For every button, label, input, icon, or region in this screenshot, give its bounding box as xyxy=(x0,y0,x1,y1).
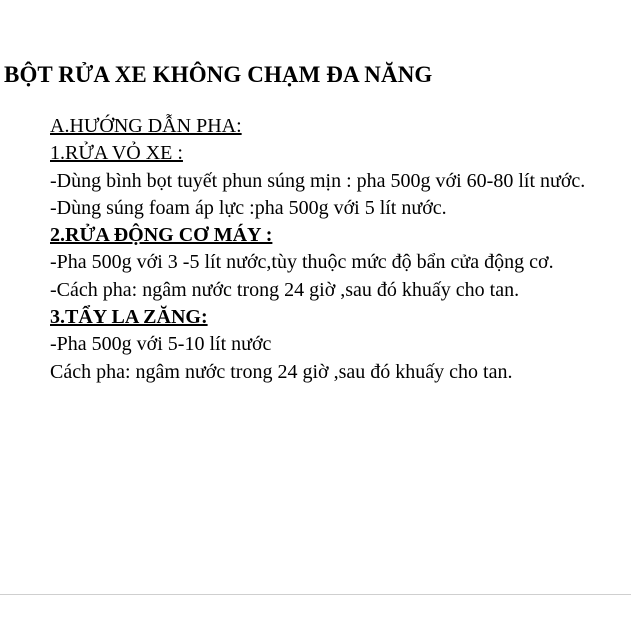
section-2-heading: 2.RỬA ĐỘNG CƠ MÁY : xyxy=(50,224,273,247)
section-3-heading: 3.TẨY LA ZĂNG: xyxy=(50,306,208,329)
section-2-line-1: -Pha 500g với 3 -5 lít nước,tùy thuộc mức độ bẩn cửa động cơ. xyxy=(50,251,554,274)
page-divider xyxy=(0,594,631,595)
section-2-line-2: -Cách pha: ngâm nước trong 24 giờ ,sau đó khuấy cho tan. xyxy=(50,278,520,301)
section-1-line-2: -Dùng súng foam áp lực :pha 500g với 5 lít nước. xyxy=(50,196,447,219)
section-a-heading: A.HƯỚNG DẪN PHA: xyxy=(50,115,242,137)
document-title: BỘT RỬA XE KHÔNG CHẠM ĐA NĂNG xyxy=(4,62,433,87)
section-1-line-1: -Dùng bình bọt tuyết phun súng mịn : pha 500g với 60-80 lít nước. xyxy=(50,169,586,192)
section-3-line-2: Cách pha: ngâm nước trong 24 giờ ,sau đó khuấy cho tan. xyxy=(50,360,513,383)
section-3-line-1: -Pha 500g với 5-10 lít nước xyxy=(50,333,272,356)
section-1-heading: 1.RỬA VỎ XE : xyxy=(50,142,183,165)
document-body xyxy=(50,113,630,386)
